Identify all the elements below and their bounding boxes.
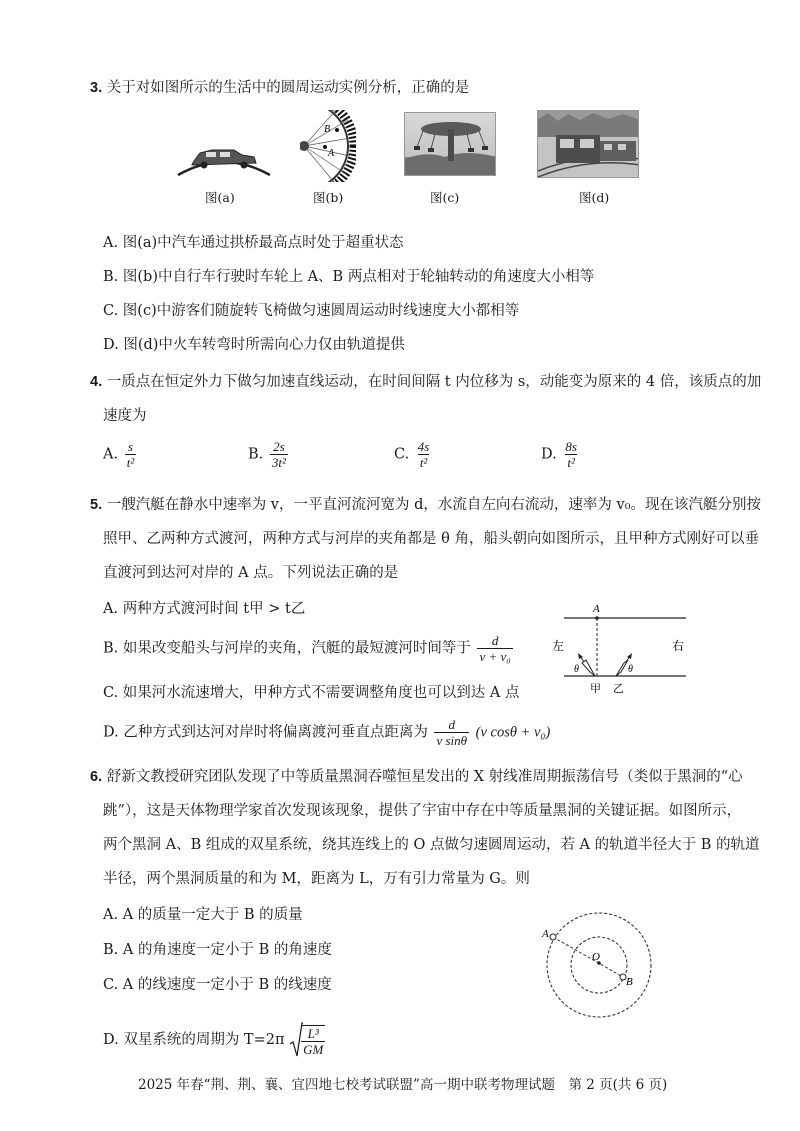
q4-stem-line2: 速度为 xyxy=(103,408,147,424)
figure-c-swing-ride-photo xyxy=(404,112,496,176)
q4-option-a-fraction: $\frac{s}{\text{t²}}$ xyxy=(126,439,135,470)
train-image xyxy=(538,111,639,178)
q5-stem-line1: 5. 一艘汽艇在静水中速率为 v，一平直河流河宽为 d，水流自左向右流动，速率为 v₀。现在该汽艇分别按 xyxy=(90,497,762,513)
jia-label: 甲 xyxy=(590,682,601,695)
q6-option-b: B. A 的角速度一定小于 B 的角速度 xyxy=(103,942,332,958)
theta-yi-label: θ xyxy=(628,664,633,675)
q6-stem-line3: 两个黑洞 A、B 组成的双星系统，绕其连线上的 O 点做匀速圆周运动，若 A 的轨道半径大于 B 的轨道 xyxy=(103,837,760,853)
left-label: 左 xyxy=(552,639,565,653)
q4-option-b: B. $\frac{2s}{\text{3t²}}$ xyxy=(248,439,286,470)
label-o: O xyxy=(592,951,600,963)
q4-option-c: C. $\frac{4s}{\text{t²}}$ xyxy=(394,439,430,470)
page-footer: 2025 年春“荆、荆、襄、宜四地七校考试联盟”高一期中联考物理试题 第 2 页(共 6 页) xyxy=(138,1077,668,1093)
q5-option-c: C. 如果河水流速增大，甲种方式不需要调整角度也可以到达 A 点 xyxy=(103,685,520,701)
q5-option-a: A. 两种方式渡河时间 t甲 > t乙 xyxy=(103,601,306,617)
q3-option-b: B. 图(b)中自行车行驶时车轮上 A、B 两点相对于轮轴转动的角速度大小相等 xyxy=(103,269,595,285)
q6-option-a: A. A 的质量一定大于 B 的质量 xyxy=(103,907,303,923)
q5-option-b-fraction: $\frac{d}{\text{v + v₀}}$ xyxy=(479,633,511,664)
swing-ride-image xyxy=(405,113,496,176)
q5-option-d: D. 乙种方式到达河对岸时将偏离渡河垂直点距离为 $\frac{d}{\text{v sinθ}}$ (v cosθ + v₀) xyxy=(103,717,551,748)
figure-a-label: 图(a) xyxy=(205,190,235,205)
binary-star-orbit-diagram xyxy=(536,910,666,1022)
label-b: B xyxy=(626,976,633,988)
q3-option-c: C. 图(c)中游客们随旋转飞椅做匀速圆周运动时线速度大小都相等 xyxy=(103,303,520,319)
q6-option-d-fraction: $\frac{\text{L³}}{GM}$ xyxy=(303,1025,324,1057)
q6-stem-line1: 6. 舒新文教授研究团队发现了中等质量黑洞吞噬恒星发出的 X 射线准周期振荡信号（类似于黑洞的“心 xyxy=(90,769,743,785)
q3-option-d: D. 图(d)中火车转弯时所需向心力仅由轨道提供 xyxy=(103,337,405,353)
q5-stem-line3: 直渡河到达河对岸的 A 点。下列说法正确的是 xyxy=(103,565,399,581)
q5-stem-line2: 照甲、乙两种方式渡河，两种方式与河岸的夹角都是 θ 角，船头朝向如图所示，且甲种方式刚好可以垂 xyxy=(103,531,759,547)
figure-d-label: 图(d) xyxy=(579,190,610,205)
wheel-label-b: B xyxy=(324,124,331,135)
q6-stem-line4: 半径，两个黑洞质量的和为 M，距离为 L，万有引力常量为 G。则 xyxy=(103,871,530,887)
connecting-line xyxy=(553,937,623,977)
figure-c-label: 图(c) xyxy=(430,190,460,205)
orbit-a-circle xyxy=(547,913,651,1017)
figure-b-label: 图(b) xyxy=(313,190,344,205)
q4-option-b-fraction: $\frac{2s}{\text{3t²}}$ xyxy=(271,439,286,470)
q4-option-a: A. $\frac{s}{\text{t²}}$ xyxy=(103,439,135,470)
q4-option-c-fraction: $\frac{4s}{\text{t²}}$ xyxy=(417,439,430,470)
q6-option-c: C. A 的线速度一定小于 B 的线速度 xyxy=(103,977,332,993)
theta-jia-label: θ xyxy=(574,664,579,675)
orbit-b-circle xyxy=(571,937,627,993)
figure-b-bicycle-wheel xyxy=(300,110,356,182)
right-label: 右 xyxy=(672,639,685,653)
black-hole-a xyxy=(550,934,556,940)
yi-label: 乙 xyxy=(613,682,624,695)
river-crossing-diagram xyxy=(540,598,700,698)
label-a: A xyxy=(542,928,549,940)
q4-option-d: D. $\frac{8s}{\text{t²}}$ xyxy=(541,439,577,470)
boat-jia xyxy=(578,653,595,676)
figure-d-train-photo xyxy=(537,110,639,178)
q3-stem: 3. 关于对如图所示的生活中的圆周运动实例分析，正确的是 xyxy=(90,80,470,96)
figure-a-car-on-bridge xyxy=(176,135,272,177)
q6-option-d: D. 双星系统的周期为 T=2π $\frac{\text{L³}}{GM}$ xyxy=(103,1022,327,1058)
point-a-label: A xyxy=(593,603,600,615)
q5-option-b: B. 如果改变船头与河岸的夹角，汽艇的最短渡河时间等于 $\frac{d}{\text{v + v₀}}$ xyxy=(103,633,511,664)
q3-option-a: A. 图(a)中汽车通过拱桥最高点时处于超重状态 xyxy=(103,235,404,251)
q6-stem-line2: 跳”），这是天体物理学家首次发现该现象，提供了宇宙中存在中等质量黑洞的关键证据。如图所示， xyxy=(103,803,742,819)
wheel-label-a: A xyxy=(328,148,335,159)
q5-option-d-fraction: $\frac{d}{\text{v sinθ}}$ xyxy=(436,717,468,748)
q4-stem-line1: 4. 一质点在恒定外力下做匀加速直线运动，在时间间隔 t 内位移为 s，动能变为原来的 4 倍，该质点的加 xyxy=(90,374,762,390)
q4-option-d-fraction: $\frac{8s}{\text{t²}}$ xyxy=(565,439,577,470)
